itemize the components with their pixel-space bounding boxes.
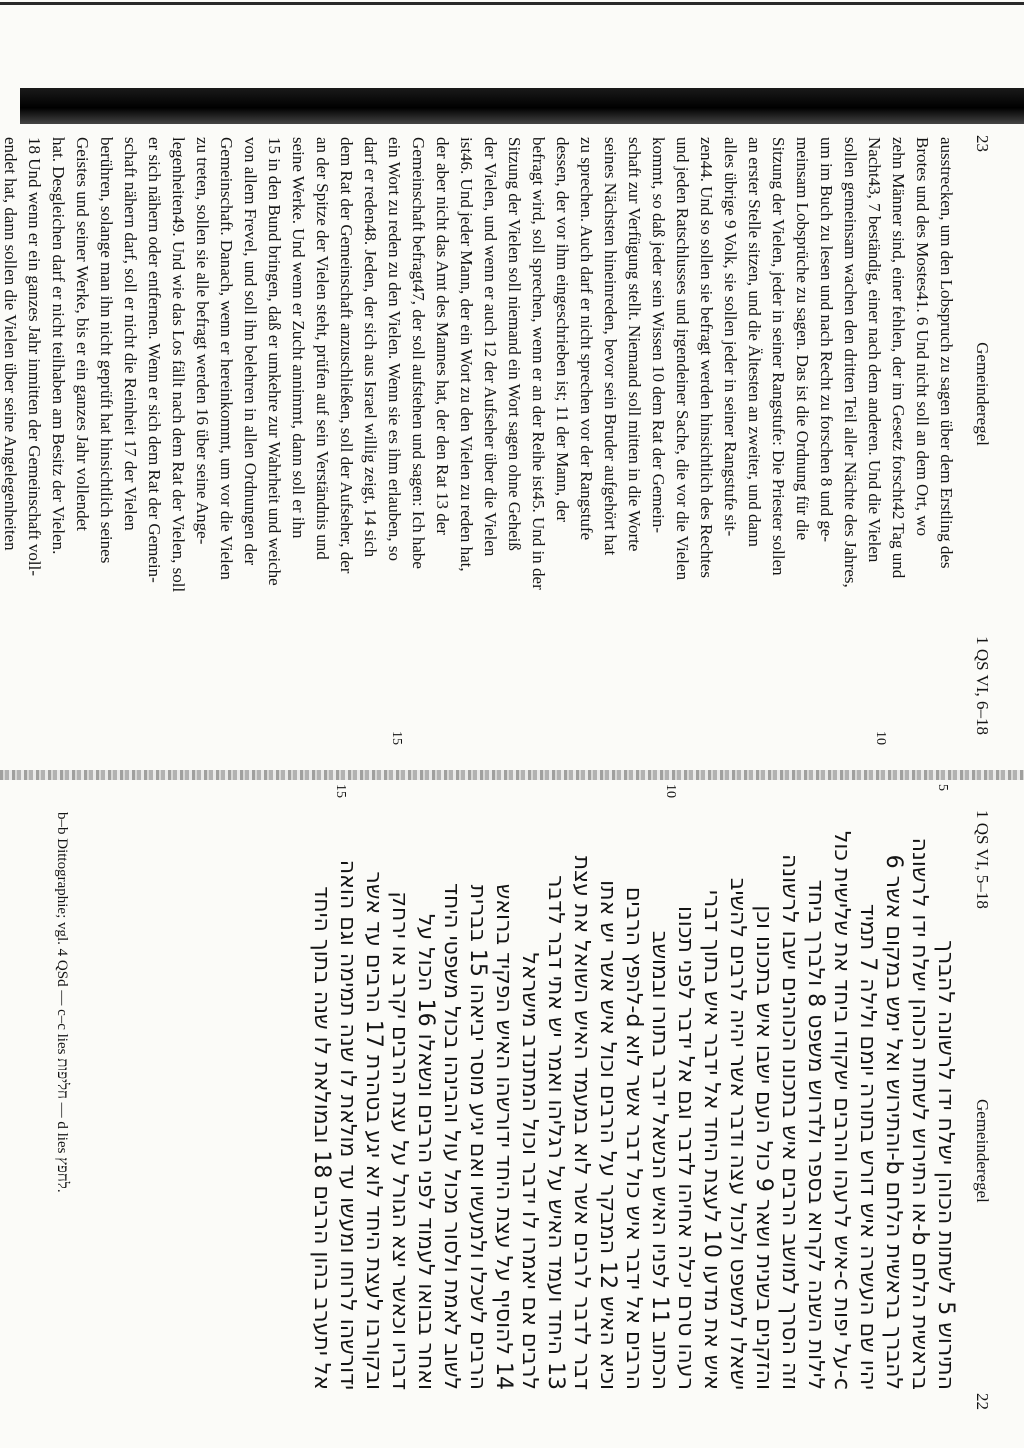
german-text-line: endet hat, dann sollen die Vielen über seine Angelegenheiten [1,137,20,551]
german-text-line: Sitzung der Vielen soll niemand ein Wort sagen ohne Geheiß [505,137,524,551]
hebrew-text-line: c-על יפות c-איש לרעהו והרבים ישקודו ביחד את שלישית כול [829,830,854,1390]
german-text-line: von allem Frevel, und soll ihn belehren in allen Ordnungen der [241,137,260,566]
german-text-line: schaft zur Verfügung stellt. Niemand soll mitten in die Worte [625,137,644,552]
hebrew-text-line: לשוב לאמת ולסור מכול עול והבינהו בכול משפטי היחד [439,882,464,1390]
margin-line-number: 10 [663,784,678,798]
hebrew-text-line: ובקורבו לעצת היחד לוא יגע בטהרת 17 הרבים עד אשר [361,871,386,1390]
hebrew-text-line: איש את מדעו 10 לעצת היחד אל ידבר איש בתוך דברי [699,889,724,1390]
page-number: 23 [973,135,992,152]
hebrew-text-line: בראשית הלחם b-או התירוש לשתות הכוהן ישלח ידו לרשונה [907,837,932,1390]
german-text-line: Sitzung der Vielen, jeder in seiner Rangstufe: Die Priester sollen [769,137,788,576]
german-text-line: ein Wort zu reden zu den Vielen. Wenn sie es ihm erlauben, so [385,137,404,561]
german-text-line: 18 Und wenn er ein ganzes Jahr inmitten der Gemeinschaft voll- [25,137,44,577]
hebrew-text-line: אל יתערב בהון הרבים 18 ובמולאת לו שנה בתוך היחד [309,886,334,1390]
hebrew-text-line: הכתוב 11 לפניו האיש הנשאל ידבר בתורו ובמושב [647,930,672,1390]
german-text-line: Gemeinschaft. Danach, wenn er hereinkommt, um vor die Vielen [217,137,236,580]
running-title: Gemeinderegel [973,342,992,446]
german-text-line: seines Nächsten hineinreden, bevor sein Bruder aufgehört hat [601,137,620,556]
german-text-line: Nacht43, 7 beständig, einer nach dem anderen. Und die Vielen [865,137,884,563]
column-reference: 1 QS VI, 5–18 [973,810,992,909]
margin-line-number: 5 [935,784,950,791]
footnote: b–b Dittographie; vgl. 4 QSd — c–c lies חליפות — d lies לחפץ. [54,812,70,1193]
german-text-line: zu sprechen. Auch darf er nicht sprechen vor der Rangstufe [577,137,596,541]
hebrew-text-line: הרבים אל ידבר איש כול דבר אשר לוא d-להפץ הרבים [621,886,646,1390]
german-text-line: an der Spitze der Vielen steht, prüfen auf sein Verständnis und [313,137,332,560]
german-text-line: und jeden Ratschlusses und irgendeiner Sache, die vor die Vielen [673,137,692,581]
german-text-line: schaft nähern darf, soll er nicht die Reinheit 17 der Vielen [121,137,140,531]
hebrew-text-line: והזקנים בשנית ושאר 9 כול העם ישבו איש בתכונו וכן [751,905,776,1390]
german-text-line: ist46. Und jeder Mann, der ein Wort zu den Vielen zu reden hat, [457,137,476,572]
margin-line-number: 15 [333,784,348,798]
hebrew-text-line: דבר לדבר לרבים אשר לוא במעמד האיש השואל את עצת [569,855,594,1390]
german-text-line: darf er reden48. Jeden, der sich aus Israel willig zeigt, 14 sich [361,137,380,558]
german-text-line: Brotes und des Mostes41. 6 Und nicht soll an dem Ort, wo [913,137,932,536]
margin-line-number: 10 [873,731,888,745]
german-text-line: dessen, der vor ihm eingeschrieben ist; 11 der Mann, der [553,137,572,523]
german-text-line: ausstrecken, um den Lobspruch zu sagen über dem Erstling des [937,137,956,569]
german-text-line: meinsam Lobsprüche zu sagen. Das ist die Ordnung für die [793,137,812,541]
german-text-line: zehn Männer sind, einer fehlen, der im Gesetz forscht42 Tag und [889,137,908,579]
scan-edge-line [0,2,1024,5]
german-text-line: an erster Stelle sitzen, und die Ältesten an zweiter, und dann [745,137,764,548]
german-text-line: um im Buch zu lesen und nach Recht zu forschen 8 und ge- [817,137,836,543]
hebrew-text-line: ואחר בבואו לעמוד לפני הרבים ונשאלו 16 הכול על [413,913,438,1390]
german-text-line: er sich nähern oder entfernen. Wenn er sich dem Rat der Gemein- [145,137,164,583]
german-text-line: alles übrige 9 Volk, sie sollen jeder in seiner Rangstufe sit- [721,137,740,537]
hebrew-text-column [308,812,958,1390]
german-text-line: berühren, solange man ihn nicht geprüft hat hinsichtlich seines [97,137,116,564]
german-text-line: 15 in den Bund bringen, daß er umkehre zur Wahrheit und weiche [265,137,284,586]
german-text-line: zu treten, sollen sie alle befragt werden 16 über seine Ange- [193,137,212,545]
german-text-line: legenheiten49. Und wie das Los fällt nach dem Rat der Vielen, soll [169,137,188,593]
page-header [972,115,1000,755]
hebrew-text-line: הרבים לשכלו ולמעשיו ואם יגיע מוסר יביאהו 15 בברית [465,884,490,1390]
hebrew-text-line: לרבים אם יאמרו לו ידבר וכול המתנדב מישראל [517,952,542,1390]
page-23-german [0,115,1000,755]
german-text-line: kommt, so daß jeder sein Wissen 10 dem Rat der Gemein- [649,137,668,534]
german-text-line: Gemeinschaft befragt47, der soll aufstehen und sagen: Ich habe [409,137,428,569]
german-text-line: befragt wird, soll sprechen, wenn er an der Reihe ist45. Und in der [529,137,548,590]
hebrew-text-line: וזה הסרך למושב הרבים איש בתכונו הכוהנים ישבו לרשונה [777,853,802,1390]
hebrew-text-line: להברך בראשית הלחם b-והתירוש ואל ימש במקום אשר 6 [881,854,906,1390]
page-number: 22 [973,1393,992,1410]
german-text-line: sollen gemeinsam wachen den dritten Teil aller Nächte des Jahres, [841,137,860,588]
hebrew-text-line: ידורשהו לרוחו ומעשו עד מולאת לו שנה תמימה וגם הואה [335,859,360,1390]
page-header [972,790,1000,1430]
german-text-line: seine Werke. Und wenn er Zucht annimmt, dann soll er ihn [289,137,308,539]
running-title: Gemeinderegel [973,1099,992,1203]
margin-line-number: 15 [389,731,404,745]
hebrew-text-line: ישאלו למשפט ולכול עצה ודבר אשר יהיה לרבים להשיב [725,877,750,1390]
page-22-hebrew [0,784,1000,1430]
german-text-line: der aber nicht das Amt des Mannes hat, der den Rat 13 der [433,137,452,535]
german-text-line: zen44. Und so sollen sie befragt werden hinsichtlich des Rechtes [697,137,716,578]
german-text-line: Geistes und seiner Werke, bis er ein ganzes Jahr vollendet [73,137,92,531]
german-text-line: der Vielen, und wenn er auch 12 der Aufseher über die Vielen [481,137,500,557]
hebrew-text-line: רעהו טרם יכלה אחיהו לדבר וגם אל ידבר לפני תכונו [673,905,698,1390]
hebrew-text-line: יהיו שם העשרה איש דורש בתורה יומם ולילה 7 תמיד [855,903,880,1390]
column-reference: 1 QS VI, 6–18 [973,636,992,735]
hebrew-text-line: 14 להוסיף על עצת היחד ידורשהו האיש הפקיד ברואש [491,883,516,1390]
german-text-line: dem Rat der Gemeinschaft anzuschließen, soll der Aufseher, der [337,137,356,574]
hebrew-text-line: וכיא האיש 12 המבקר על הרבים וכול איש אשר יש אתו [595,880,620,1390]
hebrew-text-line: דבריו וכאשר יצא הגורל על עצת הרבים יקרב או ירחק [387,891,412,1390]
hebrew-text-line: לילות השנה לקרוא בספר ולדרוש משפט 8 ולברך ביחד [803,879,828,1390]
german-text-column [0,137,958,715]
page-gutter [0,770,1024,780]
hebrew-text-line: 13 היחד ועמד האיש על רגליהו ואמר יש אתי דבר לדבר [543,875,568,1390]
german-text-line: hat. Desgleichen darf er nicht teilhaben am Besitz der Vielen. [49,137,68,555]
hebrew-text-line: התירוש 5 לשתות הכוהן ישלח ידו לרשונה להברך [933,940,958,1390]
